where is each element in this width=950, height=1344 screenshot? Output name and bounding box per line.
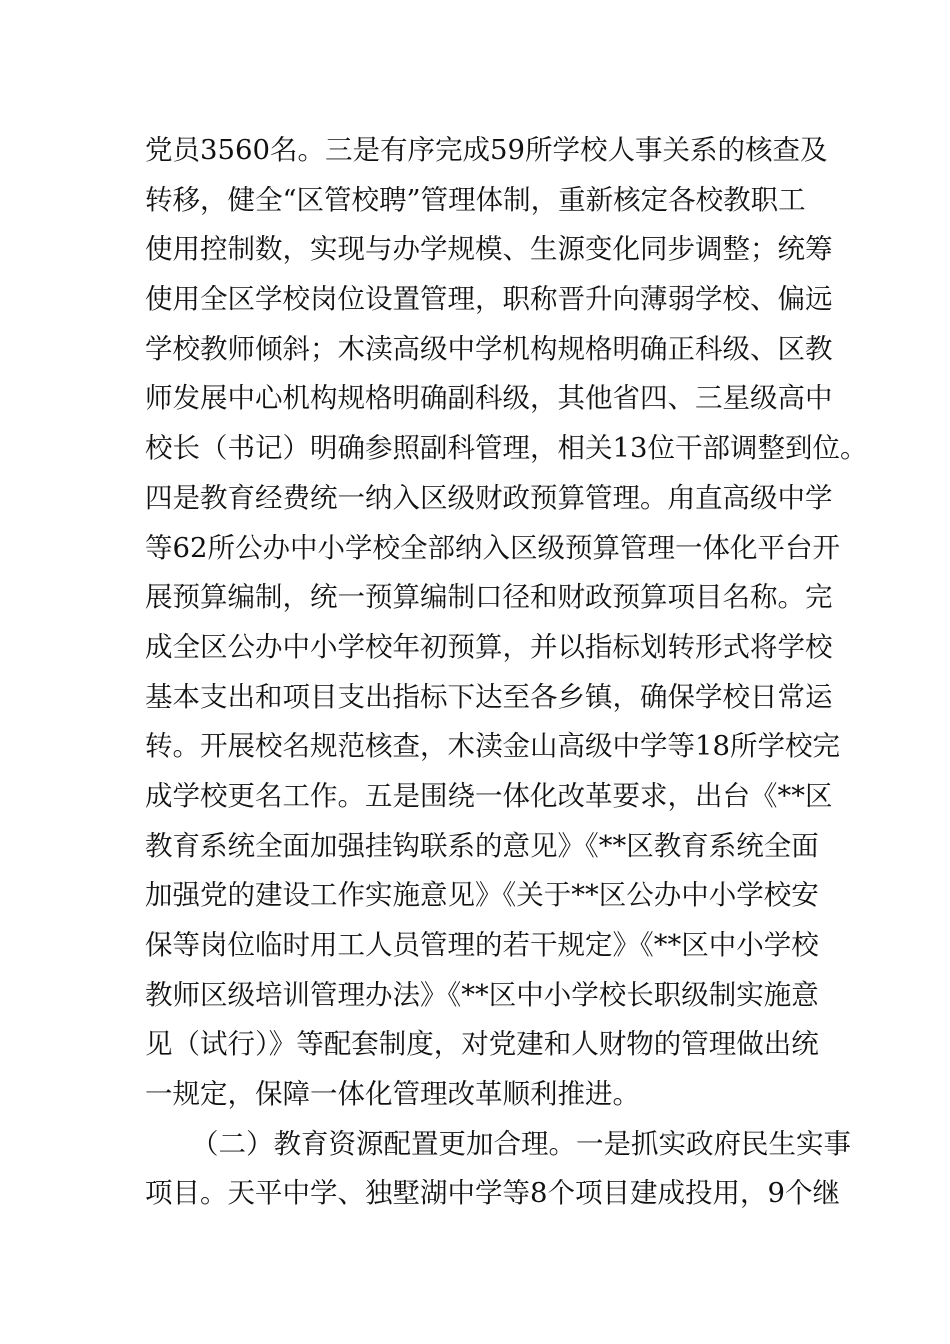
- text-line: 学校教师倾斜；木渎高级中学机构规格明确正科级、区教: [145, 332, 833, 365]
- text-line: 教育系统全面加强挂钩联系的意见》《**区教育系统全面: [145, 829, 819, 862]
- text-line: 成全区公办中小学校年初预算，并以指标划转形式将学校: [145, 630, 833, 663]
- text-line: 成学校更名工作。五是围绕一体化改革要求，出台《**区: [145, 779, 833, 812]
- text-line: 转移，健全“区管校聘”管理体制，重新核定各校教职工: [145, 183, 806, 216]
- text-line: 转。开展校名规范核查，木渎金山高级中学等18所学校完: [145, 730, 840, 763]
- body-text: [145, 126, 868, 1219]
- section-heading-line: （二）教育资源配置更加合理。一是抓实政府民生实事: [191, 1127, 851, 1160]
- text-line: 项目。天平中学、独墅湖中学等8个项目建成投用，9个继: [145, 1177, 840, 1210]
- text-line: 保等岗位临时用工人员管理的若干规定》《**区中小学校: [145, 929, 819, 961]
- text-line: 使用全区学校岗位设置管理，职称晋升向薄弱学校、偏远: [145, 283, 833, 316]
- text-line: 加强党的建设工作实施意见》《关于**区公办中小学校安: [145, 879, 819, 912]
- text-line: 见（试行）》等配套制度，对党建和人财物的管理做出统: [145, 1028, 819, 1061]
- text-line: 基本支出和项目支出指标下达至各乡镇，确保学校日常运: [145, 680, 833, 713]
- text-line: 使用控制数，实现与办学规模、生源变化同步调整；统筹: [145, 233, 833, 266]
- text-line: 校长（书记）明确参照副科管理，相关13位干部调整到位。: [145, 432, 868, 465]
- text-line: 教师区级培训管理办法》《**区中小学校长职级制实施意: [145, 978, 819, 1011]
- text-line: 党员3560名。三是有序完成59所学校人事关系的核查及: [145, 134, 828, 166]
- text-line: 四是教育经费统一纳入区级财政预算管理。甪直高级中学: [145, 481, 833, 514]
- text-line: 展预算编制，统一预算编制口径和财政预算项目名称。完: [145, 581, 833, 614]
- text-line: 一规定，保障一体化管理改革顺利推进。: [145, 1078, 640, 1111]
- text-line: 等62所公办中小学校全部纳入区级预算管理一体化平台开: [145, 531, 840, 564]
- text-line: 师发展中心机构规格明确副科级，其他省四、三星级高中: [145, 382, 833, 415]
